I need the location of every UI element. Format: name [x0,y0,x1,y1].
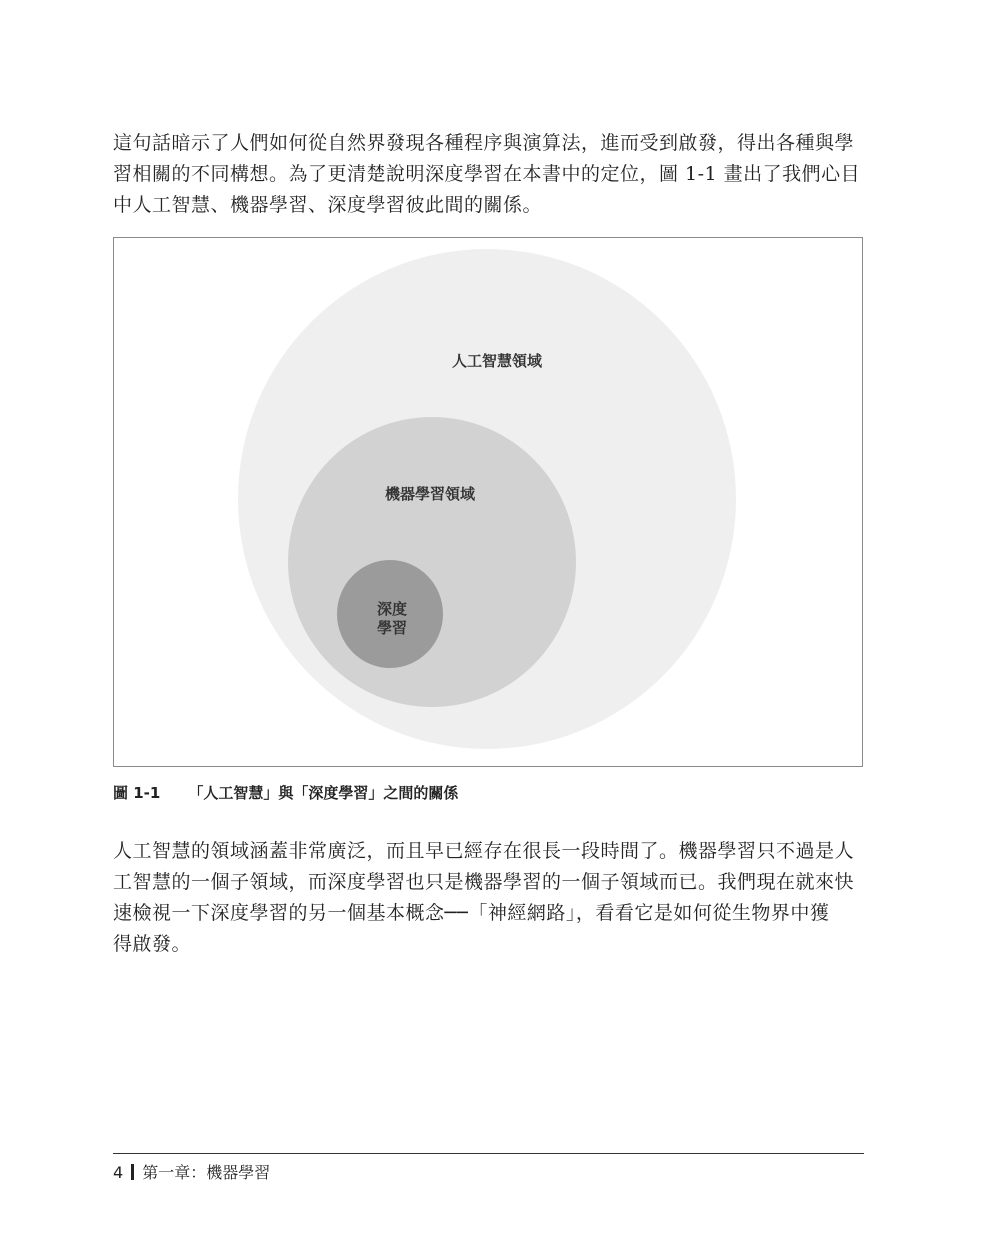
dl-label-line2: 學習 [376,619,408,637]
paragraph-line: 人工智慧的領域涵蓋非常廣泛，而且早已經存在很長一段時間了。機器學習只不過是人 [113,840,855,862]
figure-venn-diagram [113,237,863,767]
page-footer [113,1160,270,1183]
paragraph-body [113,836,873,960]
paragraph-line: 習相關的不同構想。為了更清楚說明深度學習在本書中的定位，圖 1-1 畫出了我們心目 [113,163,861,185]
footer-divider [113,1153,864,1154]
paragraph-line: 速檢視一下深度學習的另一個基本概念──「神經網路」，看看它是如何從生物界中獲 [113,902,830,924]
chapter-title: 第一章：機器學習 [142,1163,271,1182]
footer-separator [131,1164,134,1180]
paragraph-intro [113,128,873,221]
ml-domain-circle [288,417,576,707]
venn-diagram-svg [114,238,864,768]
paragraph-line: 工智慧的一個子領域，而深度學習也只是機器學習的一個子領域而已。我們現在就來快 [113,871,855,893]
caption-number: 圖 1-1 [113,784,161,802]
paragraph-line: 得啟發。 [113,933,192,955]
figure-caption [113,782,458,803]
page-number: 4 [113,1163,124,1182]
ai-domain-label: 人工智慧領域 [451,352,543,370]
dl-label-line1: 深度 [376,600,408,618]
paragraph-line: 這句話暗示了人們如何從自然界發現各種程序與演算法，進而受到啟發，得出各種與學 [113,132,855,154]
caption-text: 「人工智慧」與「深度學習」之間的關係 [188,784,459,802]
ml-domain-label: 機器學習領域 [384,485,476,503]
paragraph-line: 中人工智慧、機器學習、深度學習彼此間的關係。 [113,194,543,216]
